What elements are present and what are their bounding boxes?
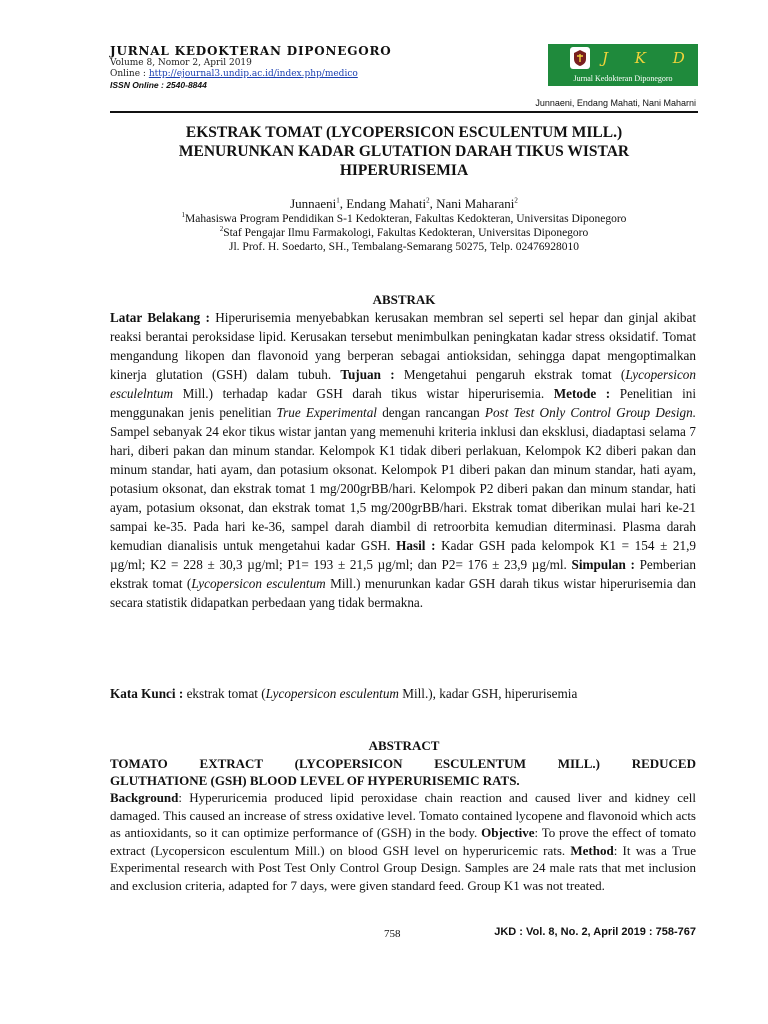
abstrak-body — [110, 308, 696, 612]
header-divider — [110, 111, 698, 113]
footer-citation — [494, 926, 696, 938]
design-term: Post Test Only Control Group Design. — [484, 405, 696, 420]
author-name: Junnaeni — [290, 196, 337, 211]
keyword-text: ekstrak tomat ( — [183, 686, 266, 701]
species-name: Lycopersicon esculelntum — [110, 367, 696, 401]
author-name: Endang Mahati — [346, 196, 427, 211]
affiliation-sup: 1 — [181, 211, 186, 220]
title-line: MENURUNKAN KADAR GLUTATION DARAH TIKUS WISTAR — [178, 143, 630, 160]
author-separator: , — [339, 196, 347, 211]
abstract-text: : Hyperuricemia produced lipid peroxidase chain reaction and caused liver and kidney cell damaged. This caused an increase of stress oxidative level. Tomato contained lycopene and flavonoid which acts as antioxidants, so it can optimize performance of (GSH) in the body. — [110, 790, 696, 840]
abstract-text: : To prove the effect of tomato extract (Lycopersicon esculentum Mill.) on blood GSH level on hyperuricemic rats. — [110, 825, 696, 858]
author-sup: 2 — [514, 196, 518, 205]
abstrak-heading: ABSTRAK — [372, 292, 436, 307]
english-title — [110, 755, 696, 789]
label-latar-belakang: Latar Belakang : — [110, 310, 210, 325]
running-header-authors: Junnaeni, Endang Mahati, Nani Maharni — [535, 98, 696, 108]
logo-letters: J K D — [602, 49, 696, 67]
journal-volume: Volume 8, Nomor 2, April 2019 — [110, 58, 252, 68]
label-kata-kunci: Kata Kunci : — [110, 686, 184, 701]
affiliation-sup: 2 — [219, 225, 224, 234]
abstrak-text: Mill.) terhadap kadar GSH darah tikus wistar hiperurisemia. — [173, 386, 554, 401]
abstract-body — [110, 789, 696, 894]
keyword-text: Mill.), kadar GSH, hiperurisemia — [398, 686, 578, 701]
abstract-heading: ABSTRACT — [368, 738, 440, 753]
title-line: EKSTRAK TOMAT (LYCOPERSICON ESCULENTUM MILL.) — [185, 124, 623, 141]
author-name: Nani Maharani — [436, 196, 515, 211]
label-hasil: Hasil : — [396, 538, 436, 553]
author-sup: 1 — [336, 196, 340, 205]
abstrak-text: Penelitian ini menggunakan jenis penelitian — [110, 386, 696, 420]
label-metode: Metode : — [553, 386, 611, 401]
label-background: Background — [110, 790, 179, 805]
abstrak-text: dengan rancangan — [376, 405, 485, 420]
author-names — [110, 196, 698, 212]
abstrak-text: Mill.) menurunkan kadar GSH darah tikus wistar hiperurisemia dan secara statistik didapatkan perbedaan yang tidak bermakna. — [110, 576, 696, 610]
article-title — [110, 123, 698, 180]
affiliation-text: Mahasiswa Program Pendidikan S-1 Kedokteran, Fakultas Kedokteran, Universitas Diponegoro — [185, 213, 627, 225]
species-name: Lycopersicon esculentum — [191, 576, 326, 591]
address: Jl. Prof. H. Soedarto, SH., Tembalang-Semarang 50275, Telp. 02476928010 — [229, 241, 579, 253]
abstrak-text: Pemberian ekstrak tomat ( — [110, 557, 696, 591]
journal-header — [110, 44, 392, 90]
jkd-logo — [548, 44, 698, 86]
species-name: Lycopersicon esculentum — [265, 686, 399, 701]
design-term: True Experimental — [276, 405, 377, 420]
abstract-text: : It was a True Experimental research with Post Test Only Control Group Design. Samples are 24 male rats that met inclusion and exclusion criteria, adapted for 7 days, were given standard feed. Group K1 was not treated. — [110, 842, 696, 893]
author-separator: , — [429, 196, 437, 211]
affiliation-2 — [110, 226, 698, 240]
journal-emblem-icon — [570, 47, 590, 69]
kata-kunci — [110, 684, 696, 703]
label-objective: Objective — [481, 825, 535, 840]
title-line: HIPERURISEMIA — [339, 162, 469, 179]
page-number: 758 — [384, 928, 401, 940]
affiliation-text: Staf Pengajar Ilmu Farmakologi, Fakultas Kedokteran, Universitas Diponegoro — [223, 227, 589, 239]
footer-citation-text: Vol. 8, No. 2, April 2019 : 758-767 — [522, 926, 696, 938]
journal-issn: ISSN Online : 2540-8844 — [110, 80, 207, 90]
abstrak-text: Mengetahui pengaruh ekstrak tomat ( — [394, 367, 626, 382]
english-title-line: TOMATO EXTRACT (LYCOPERSICON ESCULENTUM MILL.) REDUCED — [110, 756, 696, 771]
online-label: Online : — [110, 69, 146, 79]
journal-url-link[interactable]: http://ejournal3.undip.ac.id/index.php/medico — [148, 69, 358, 79]
label-method: Method — [570, 842, 614, 858]
footer-journal-abbr: JKD : — [494, 926, 523, 938]
label-simpulan: Simpulan : — [571, 557, 635, 572]
label-tujuan: Tujuan : — [340, 367, 395, 382]
abstrak-text: Sampel sebanyak 24 ekor tikus wistar jantan yang memenuhi kriteria inklusi dan eksklusi, diadaptasi selama 7 hari, diberi pakan dan minum standar. Kelompok K1 tidak diberi perlakuan, Kelompok K2 diberi pakan dan minum standar, hati ayam, dan potasium oksonat. Kelompok P1 diberi pakan dan minum standar, hati ayam, potasium oksonat, dan ekstrak tomat 1 mg/200grBB/hari. Kelompok P2 diberi pakan dan minum standar, hati ayam, potasium oksonat, dan ekstrak tomat 1,5 mg/200grBB/hari. Ekstrak tomat diberikan mulai hari ke-21 sampai ke-35. Pada hari ke-36, sampel darah diambil di retroorbita kemudian diterminasi. Plasma darah kemudian dianalisis untuk mengetahui kadar GSH. — [110, 424, 696, 553]
abstrak-text: Hiperurisemia menyebabkan kerusakan membran sel seperti sel hepar dan ginjal akibat reaksi berantai peroksidase lipid. Kerusakan tersebut menimbulkan peningkatan kadar stress oksidatif. Tomat mengandung likopen dan flavonoid yang berperan sebagai antioksidan, sehingga dapat mengoptimalkan kinerja glutation (GSH) dalam tubuh. — [110, 310, 696, 382]
logo-subtitle: Jurnal Kedokteran Diponegoro — [573, 74, 673, 83]
journal-online — [110, 69, 392, 80]
english-title-line: GLUTHATIONE (GSH) BLOOD LEVEL OF HYPERURISEMIC RATS. — [110, 773, 520, 788]
affiliation-1 — [110, 212, 698, 226]
abstrak-text: Kadar GSH pada kelompok K1 = 154 ± 21,9 µg/ml; K2 = 228 ± 30,3 µg/ml; P1= 193 ± 21,5 µg/ml; dan P2= 176 ± 23,9 µg/ml. — [110, 538, 697, 572]
journal-name: JURNAL KEDOKTERAN DIPONEGORO — [110, 44, 392, 58]
author-sup: 2 — [426, 196, 430, 205]
author-block — [110, 196, 698, 254]
